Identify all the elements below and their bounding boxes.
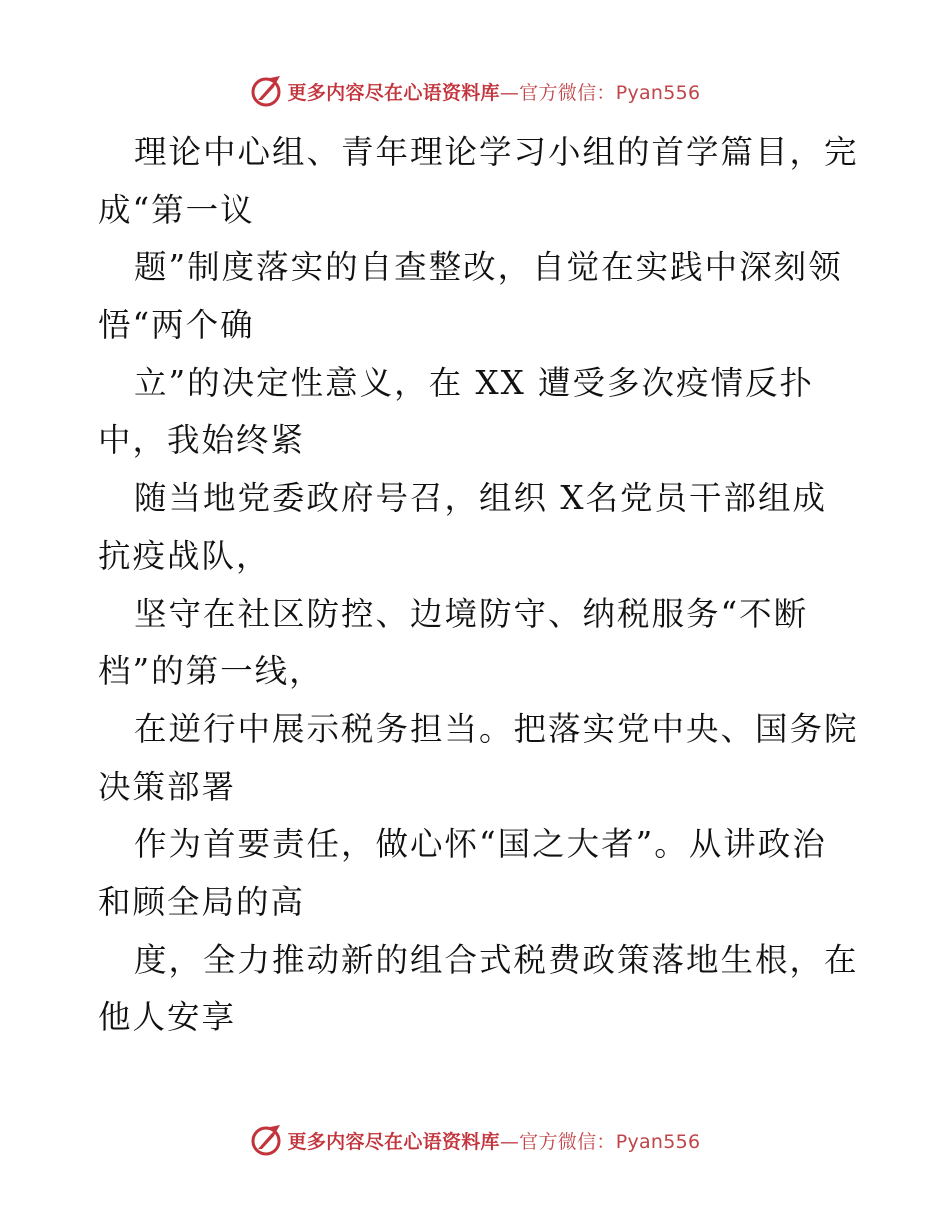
footer-wechat-id: Pyan556 <box>615 1130 701 1153</box>
body-line-14: 和顾全局的高 <box>98 882 306 921</box>
body-line-3: 题”制度落实的自查整改，自觉在实践中深刻领 <box>134 248 843 287</box>
body-line-5: 立”的决定性意义，在 XX 遭受多次疫情反扑 <box>134 363 815 402</box>
footer-banner <box>0 1120 950 1160</box>
footer-site-text: 更多内容尽在心语资料库 <box>287 1130 500 1153</box>
footer-wechat-label: 官方微信： <box>519 1130 616 1153</box>
body-line-15: 度，全力推动新的组合式税费政策落地生根，在 <box>134 940 859 979</box>
footer-banner-text <box>288 1127 701 1154</box>
body-line-10: 档”的第一线， <box>98 652 324 691</box>
header-wechat-label: 官方微信： <box>519 81 616 104</box>
header-wechat-id: Pyan556 <box>615 81 701 104</box>
quill-logo-icon <box>250 1123 284 1157</box>
document-body <box>98 124 898 1047</box>
quill-logo-icon <box>250 74 284 108</box>
header-site-text: 更多内容尽在心语资料库 <box>287 81 500 104</box>
body-line-2: 成“第一议 <box>98 190 255 229</box>
body-line-13: 作为首要责任，做心怀“国之大者”。从讲政治 <box>134 825 827 864</box>
body-line-16: 他人安享 <box>98 998 237 1037</box>
footer-dash: — <box>499 1130 520 1153</box>
body-line-12: 决策部署 <box>98 767 237 806</box>
body-line-9: 坚守在社区防控、边境防守、纳税服务“不断 <box>134 594 809 633</box>
body-line-7: 随当地党委政府号召，组织 X名党员干部组成 <box>134 479 827 518</box>
body-line-8: 抗疫战队， <box>98 536 271 575</box>
body-line-11: 在逆行中展示税务担当。把落实党中央、国务院 <box>134 709 859 748</box>
body-line-6: 中，我始终紧 <box>98 421 306 460</box>
body-line-4: 悟“两个确 <box>98 306 255 345</box>
header-banner <box>0 71 950 111</box>
header-dash: — <box>499 81 520 104</box>
body-line-1: 理论中心组、青年理论学习小组的首学篇目，完 <box>134 133 859 171</box>
header-banner-text <box>288 78 701 105</box>
